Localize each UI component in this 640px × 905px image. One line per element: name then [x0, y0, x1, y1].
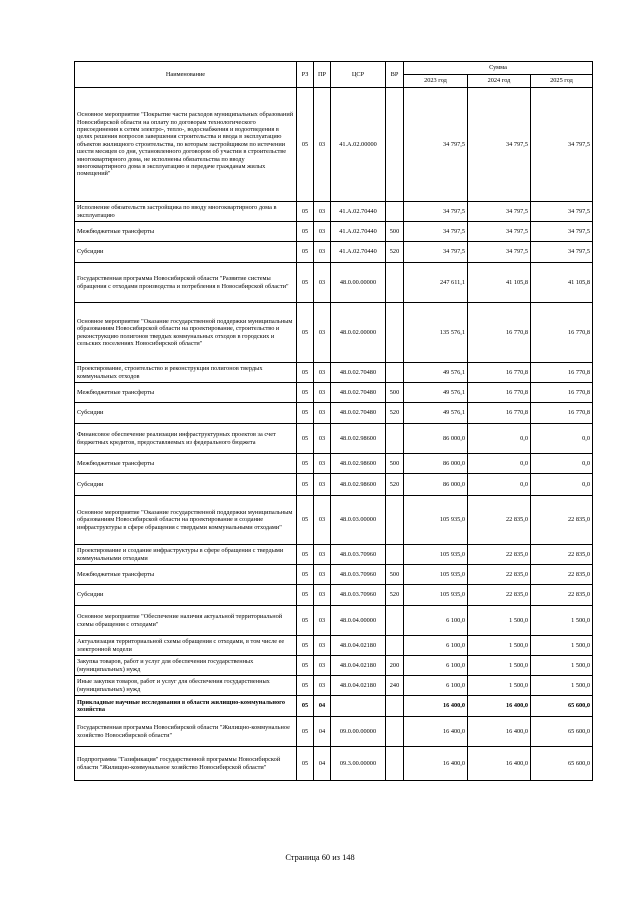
- table-row: [75, 585, 593, 606]
- budget-table-page: [74, 61, 592, 781]
- row-rz: 05: [297, 636, 314, 656]
- row-value-2023: 34 797,5: [404, 88, 468, 202]
- row-value-2023: 16 400,0: [404, 717, 468, 747]
- row-value-2023: 105 935,0: [404, 565, 468, 585]
- header-year-2025: 2025 год: [531, 75, 593, 88]
- row-vr: 520: [386, 403, 404, 424]
- row-csr: 48.0.02.70480: [331, 383, 386, 403]
- row-csr: 48.0.04.02180: [331, 636, 386, 656]
- row-value-2023: 86 000,0: [404, 474, 468, 496]
- row-value-2024: 34 797,5: [468, 222, 531, 242]
- row-rz: 05: [297, 747, 314, 781]
- row-value-2025: 22 835,0: [531, 565, 593, 585]
- row-pr: 04: [314, 696, 331, 717]
- row-value-2025: 41 105,8: [531, 263, 593, 303]
- row-rz: 05: [297, 545, 314, 565]
- row-value-2025: 1 500,0: [531, 656, 593, 676]
- row-pr: 03: [314, 545, 331, 565]
- row-value-2024: 34 797,5: [468, 88, 531, 202]
- row-csr: 48.0.02.98600: [331, 424, 386, 454]
- row-name: Проектирование и создание инфраструктуры в сфере обращения с твердыми коммунальными отходами: [75, 545, 297, 565]
- row-vr: 520: [386, 585, 404, 606]
- row-name: Основное мероприятие "Обеспечение наличия актуальной территориальной схемы обращения с отходами": [75, 606, 297, 636]
- row-value-2024: 1 500,0: [468, 606, 531, 636]
- row-pr: 03: [314, 585, 331, 606]
- table-row: [75, 263, 593, 303]
- table-row: [75, 363, 593, 383]
- row-value-2024: 1 500,0: [468, 676, 531, 696]
- row-pr: 03: [314, 454, 331, 474]
- row-value-2023: 34 797,5: [404, 222, 468, 242]
- row-value-2025: 34 797,5: [531, 242, 593, 263]
- row-name: Межбюджетные трансферты: [75, 383, 297, 403]
- row-name: Субсидии: [75, 474, 297, 496]
- row-name: Субсидии: [75, 242, 297, 263]
- row-name: Прикладные научные исследования в области жилищно-коммунального хозяйства: [75, 696, 297, 717]
- row-value-2025: 0,0: [531, 424, 593, 454]
- row-csr: 41.А.02.00000: [331, 88, 386, 202]
- row-value-2024: 16 770,8: [468, 303, 531, 363]
- row-vr: [386, 88, 404, 202]
- row-value-2023: 49 576,1: [404, 403, 468, 424]
- table-row: [75, 747, 593, 781]
- row-value-2023: 34 797,5: [404, 242, 468, 263]
- row-csr: 48.0.02.00000: [331, 303, 386, 363]
- row-vr: 500: [386, 565, 404, 585]
- row-name: Иные закупки товаров, работ и услуг для обеспечения государственных (муниципальных) нужд: [75, 676, 297, 696]
- row-pr: 03: [314, 606, 331, 636]
- row-rz: 05: [297, 303, 314, 363]
- row-value-2025: 22 835,0: [531, 496, 593, 545]
- row-value-2024: 16 770,8: [468, 383, 531, 403]
- row-name: Закупка товаров, работ и услуг для обеспечения государственных (муниципальных) нужд: [75, 656, 297, 676]
- row-value-2025: 0,0: [531, 474, 593, 496]
- row-csr: 48.0.04.00000: [331, 606, 386, 636]
- table-row: [75, 242, 593, 263]
- header-csr: ЦСР: [331, 62, 386, 88]
- row-name: Субсидии: [75, 585, 297, 606]
- row-rz: 05: [297, 565, 314, 585]
- budget-table: [74, 61, 593, 781]
- row-value-2024: 0,0: [468, 474, 531, 496]
- header-year-2023: 2023 год: [404, 75, 468, 88]
- row-vr: [386, 545, 404, 565]
- row-rz: 05: [297, 424, 314, 454]
- row-vr: [386, 496, 404, 545]
- row-value-2023: 34 797,5: [404, 202, 468, 222]
- row-csr: [331, 696, 386, 717]
- table-row: [75, 656, 593, 676]
- row-name: Исполнение обязательств застройщика по вводу многоквартирного дома в эксплуатацию: [75, 202, 297, 222]
- table-row: [75, 222, 593, 242]
- page-number: Страница 60 из 148: [285, 853, 355, 862]
- row-value-2023: 105 935,0: [404, 545, 468, 565]
- row-value-2025: 34 797,5: [531, 202, 593, 222]
- row-value-2024: 22 835,0: [468, 585, 531, 606]
- row-value-2024: 22 835,0: [468, 565, 531, 585]
- row-value-2025: 34 797,5: [531, 222, 593, 242]
- row-csr: 48.0.04.02180: [331, 656, 386, 676]
- row-value-2025: 34 797,5: [531, 88, 593, 202]
- row-rz: 05: [297, 676, 314, 696]
- row-pr: 03: [314, 242, 331, 263]
- row-value-2024: 22 835,0: [468, 496, 531, 545]
- row-value-2025: 0,0: [531, 454, 593, 474]
- row-csr: 48.0.02.70480: [331, 363, 386, 383]
- row-rz: 05: [297, 403, 314, 424]
- header-pr: ПР: [314, 62, 331, 88]
- row-pr: 03: [314, 496, 331, 545]
- table-row: [75, 636, 593, 656]
- row-vr: 500: [386, 383, 404, 403]
- row-value-2023: 16 400,0: [404, 696, 468, 717]
- row-rz: 05: [297, 242, 314, 263]
- row-pr: 03: [314, 403, 331, 424]
- row-pr: 03: [314, 88, 331, 202]
- row-name: Межбюджетные трансферты: [75, 222, 297, 242]
- row-pr: 04: [314, 717, 331, 747]
- row-vr: [386, 606, 404, 636]
- row-pr: 03: [314, 202, 331, 222]
- row-value-2023: 6 100,0: [404, 636, 468, 656]
- table-row: [75, 676, 593, 696]
- table-row: [75, 717, 593, 747]
- row-value-2025: 16 770,8: [531, 303, 593, 363]
- row-rz: 05: [297, 222, 314, 242]
- row-csr: 41.А.02.70440: [331, 242, 386, 263]
- row-value-2023: 49 576,1: [404, 383, 468, 403]
- row-pr: 03: [314, 222, 331, 242]
- row-rz: 05: [297, 606, 314, 636]
- row-name: Подпрограмма "Газификация" государственной программы Новосибирской области "Жилищно-коммунальное хозяйство Новосибирской области": [75, 747, 297, 781]
- header-rz: РЗ: [297, 62, 314, 88]
- row-rz: 05: [297, 496, 314, 545]
- row-value-2025: 1 500,0: [531, 676, 593, 696]
- row-value-2025: 16 770,8: [531, 363, 593, 383]
- row-rz: 05: [297, 363, 314, 383]
- row-value-2023: 6 100,0: [404, 676, 468, 696]
- row-pr: 03: [314, 565, 331, 585]
- row-vr: 200: [386, 656, 404, 676]
- row-csr: 48.0.02.98600: [331, 474, 386, 496]
- row-value-2023: 86 000,0: [404, 424, 468, 454]
- row-value-2024: 0,0: [468, 424, 531, 454]
- row-pr: 04: [314, 747, 331, 781]
- row-value-2025: 22 835,0: [531, 585, 593, 606]
- row-csr: 48.0.03.70960: [331, 585, 386, 606]
- row-value-2024: 34 797,5: [468, 242, 531, 263]
- row-name: Основное мероприятие "Покрытие части расходов муниципальных образований Новосибирской области на оплату по договорам технологического присоединения к сетям электро-, тепло-, водоснабжения и водоотведения в целях решения вопросов завершения строительства и ввода в эксплуатацию объектов жилищного строительства, по которым застройщиком по истечении шести месяцев со дня, установленного договором об участии в строительстве многоквартирного дома, не исполнены обязательства по вводу многоквартирного дома в эксплуатацию и передаче гражданам жилых помещений": [75, 88, 297, 202]
- row-name: Основное мероприятие "Оказание государственной поддержки муниципальным образованиям Новосибирской области на проектирование и создание инфраструктуры в сфере обращения с твердыми коммунальными отходами": [75, 496, 297, 545]
- table-row: [75, 383, 593, 403]
- table-row: [75, 303, 593, 363]
- row-csr: 48.0.03.70960: [331, 565, 386, 585]
- row-value-2025: 22 835,0: [531, 545, 593, 565]
- row-value-2025: 1 500,0: [531, 636, 593, 656]
- row-name: Проектирование, строительство и реконструкция полигонов твердых коммунальных отходов: [75, 363, 297, 383]
- row-pr: 03: [314, 424, 331, 454]
- row-name: Государственная программа Новосибирской области "Развитие системы обращения с отходами производства и потребления в Новосибирской области": [75, 263, 297, 303]
- table-row: [75, 88, 593, 202]
- row-csr: 48.0.02.98600: [331, 454, 386, 474]
- table-row: [75, 424, 593, 454]
- row-name: Межбюджетные трансферты: [75, 565, 297, 585]
- row-value-2025: 65 600,0: [531, 747, 593, 781]
- row-value-2023: 16 400,0: [404, 747, 468, 781]
- row-name: Государственная программа Новосибирской области "Жилищно-коммунальное хозяйство Новосибирской области": [75, 717, 297, 747]
- row-vr: 500: [386, 222, 404, 242]
- table-row: [75, 696, 593, 717]
- row-rz: 05: [297, 717, 314, 747]
- row-rz: 05: [297, 454, 314, 474]
- table-row: [75, 403, 593, 424]
- row-vr: [386, 696, 404, 717]
- row-csr: 48.0.04.02180: [331, 676, 386, 696]
- row-name: Субсидии: [75, 403, 297, 424]
- row-value-2024: 22 835,0: [468, 545, 531, 565]
- row-value-2025: 65 600,0: [531, 696, 593, 717]
- header-sum: Сумма: [404, 62, 593, 75]
- table-row: [75, 545, 593, 565]
- row-pr: 03: [314, 656, 331, 676]
- row-csr: 48.0.03.70960: [331, 545, 386, 565]
- row-rz: 05: [297, 383, 314, 403]
- row-vr: [386, 363, 404, 383]
- row-vr: [386, 202, 404, 222]
- header-name: Наименование: [75, 62, 297, 88]
- row-value-2023: 86 000,0: [404, 454, 468, 474]
- table-row: [75, 606, 593, 636]
- row-value-2024: 16 770,8: [468, 363, 531, 383]
- row-pr: 03: [314, 636, 331, 656]
- table-row: [75, 496, 593, 545]
- row-csr: 41.А.02.70440: [331, 222, 386, 242]
- row-value-2025: 1 500,0: [531, 606, 593, 636]
- row-rz: 05: [297, 656, 314, 676]
- row-vr: 520: [386, 474, 404, 496]
- row-rz: 05: [297, 88, 314, 202]
- row-pr: 03: [314, 383, 331, 403]
- row-vr: [386, 717, 404, 747]
- row-value-2024: 16 400,0: [468, 717, 531, 747]
- row-value-2025: 16 770,8: [531, 403, 593, 424]
- row-name: Актуализация территориальной схемы обращения с отходами, в том числе ее электронной модели: [75, 636, 297, 656]
- row-csr: 48.0.02.70480: [331, 403, 386, 424]
- row-csr: 48.0.03.00000: [331, 496, 386, 545]
- row-name: Межбюджетные трансферты: [75, 454, 297, 474]
- row-csr: 41.А.02.70440: [331, 202, 386, 222]
- row-vr: [386, 424, 404, 454]
- row-value-2024: 16 770,8: [468, 403, 531, 424]
- header-vr: ВР: [386, 62, 404, 88]
- table-body: [75, 88, 593, 781]
- row-pr: 03: [314, 303, 331, 363]
- row-value-2023: 49 576,1: [404, 363, 468, 383]
- row-rz: 05: [297, 696, 314, 717]
- row-value-2024: 1 500,0: [468, 636, 531, 656]
- row-value-2024: 34 797,5: [468, 202, 531, 222]
- row-value-2023: 105 935,0: [404, 585, 468, 606]
- row-vr: [386, 747, 404, 781]
- row-name: Основное мероприятие "Оказание государственной поддержки муниципальным образованиям Новосибирской области на проектирование, строительство и реконструкцию полигонов твердых коммунальных отходов в городских и сельских поселениях Новосибирской области": [75, 303, 297, 363]
- table-row: [75, 565, 593, 585]
- row-value-2023: 6 100,0: [404, 656, 468, 676]
- row-pr: 03: [314, 676, 331, 696]
- row-value-2024: 16 400,0: [468, 696, 531, 717]
- row-value-2023: 6 100,0: [404, 606, 468, 636]
- row-value-2024: 0,0: [468, 454, 531, 474]
- row-pr: 03: [314, 263, 331, 303]
- row-csr: 09.3.00.00000: [331, 747, 386, 781]
- row-rz: 05: [297, 585, 314, 606]
- row-vr: 500: [386, 454, 404, 474]
- row-csr: 48.0.00.00000: [331, 263, 386, 303]
- row-value-2024: 16 400,0: [468, 747, 531, 781]
- row-vr: [386, 303, 404, 363]
- row-value-2025: 16 770,8: [531, 383, 593, 403]
- row-vr: [386, 636, 404, 656]
- row-rz: 05: [297, 202, 314, 222]
- table-row: [75, 474, 593, 496]
- row-name: Финансовое обеспечение реализации инфраструктурных проектов за счет бюджетных кредитов, предоставляемых из федерального бюджета: [75, 424, 297, 454]
- table-row: [75, 454, 593, 474]
- row-value-2023: 247 611,1: [404, 263, 468, 303]
- row-pr: 03: [314, 363, 331, 383]
- row-value-2023: 135 576,1: [404, 303, 468, 363]
- row-csr: 09.0.00.00000: [331, 717, 386, 747]
- row-value-2024: 41 105,8: [468, 263, 531, 303]
- row-value-2025: 65 600,0: [531, 717, 593, 747]
- table-row: [75, 202, 593, 222]
- row-vr: [386, 263, 404, 303]
- row-pr: 03: [314, 474, 331, 496]
- header-year-2024: 2024 год: [468, 75, 531, 88]
- row-value-2023: 105 935,0: [404, 496, 468, 545]
- row-rz: 05: [297, 474, 314, 496]
- row-vr: 240: [386, 676, 404, 696]
- row-value-2024: 1 500,0: [468, 656, 531, 676]
- row-rz: 05: [297, 263, 314, 303]
- row-vr: 520: [386, 242, 404, 263]
